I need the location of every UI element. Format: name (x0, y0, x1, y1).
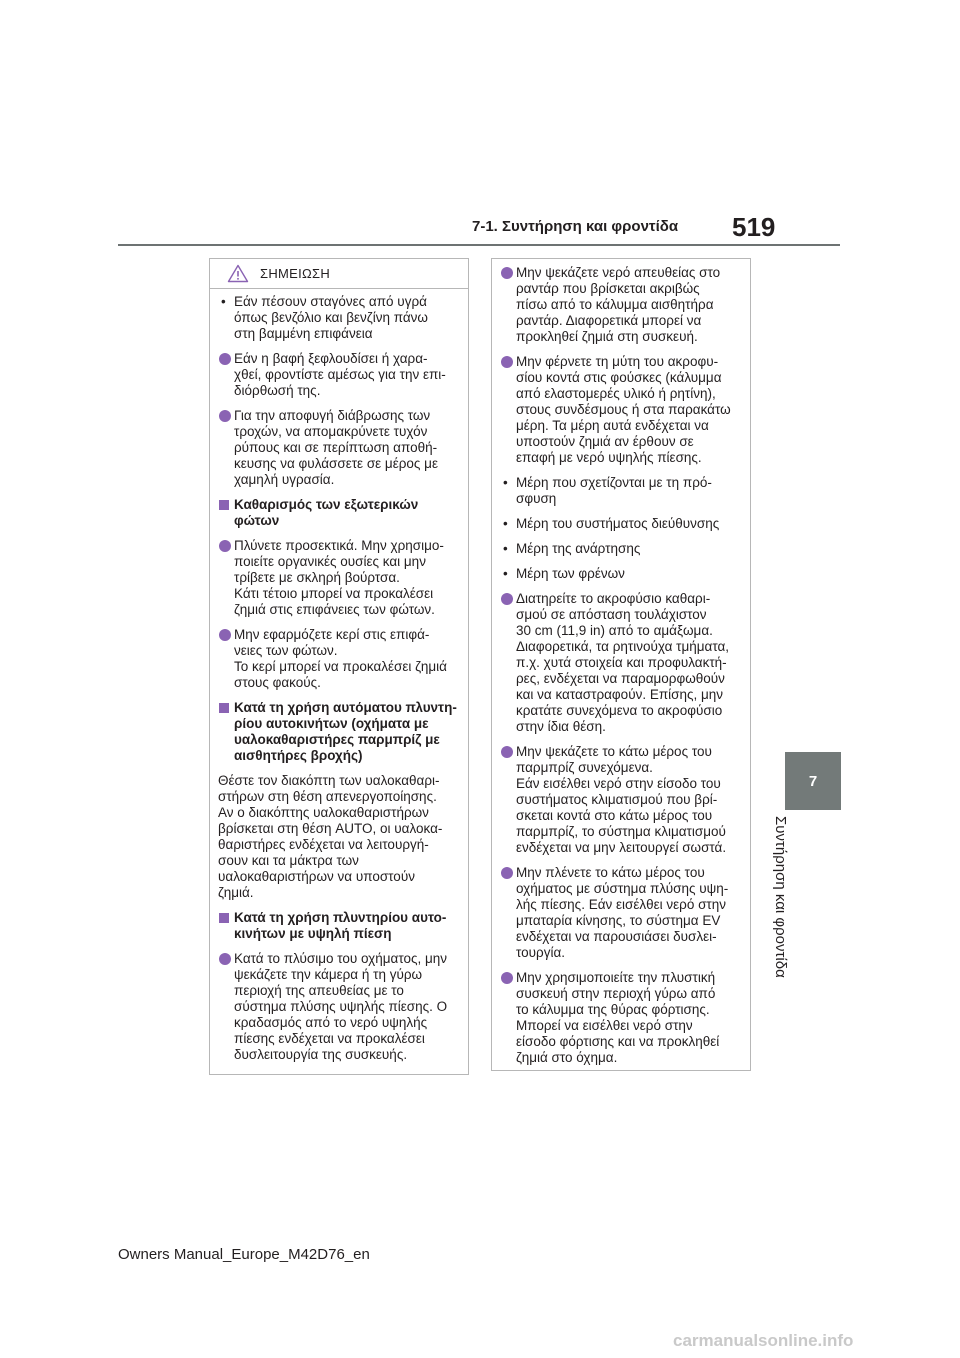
text-line: σφυση (516, 491, 557, 506)
paragraph (218, 773, 460, 901)
chapter-tab-label: Συντήρηση και φροντίδα (772, 816, 789, 978)
list-item (500, 516, 742, 532)
text-line: π.χ. χυτά στοιχεία και προφυλακτή- (516, 655, 727, 670)
text-line: Κάτι τέτοιο μπορεί να προκαλέσει (234, 586, 434, 601)
list-item (500, 591, 742, 735)
bullet-dot-icon (219, 540, 231, 552)
text-line: σύστημα πλύσης υψηλής πίεσης. Ο (234, 999, 448, 1014)
list-item (500, 970, 742, 1066)
text-line: στη βαμμένη επιφάνεια (234, 326, 373, 341)
text-line: από ελαστομερές υλικό ή ρητίνη), (516, 386, 716, 401)
text-line: σουν και τα μάκτρα των (218, 853, 359, 868)
warning-triangle-icon (227, 264, 249, 283)
chapter-tab[interactable] (785, 752, 841, 810)
bullet-dot-icon (219, 410, 231, 422)
text-line: Κατά το πλύσιμο του οχήματος, μην (234, 951, 448, 966)
text-line: πίσω από το κάλυμμα αισθητήρα (516, 297, 714, 312)
text-line: δυσλειτουργία της συσκευής. (234, 1047, 408, 1062)
text-line: χαμηλή υγρασία. (234, 472, 335, 487)
text-line: μπαταρία κίνησης, το σύστημα EV (516, 913, 721, 928)
text-line: ρίου αυτοκινήτων (οχήματα με (234, 716, 429, 731)
text-line: χθεί, φροντίστε αμέσως για την επι- (234, 367, 446, 382)
square-marker-icon (219, 500, 229, 510)
text-line: Μέρη του συστήματος διεύθυνσης (516, 516, 720, 531)
text-line: πίεσης ενδέχεται να προκαλέσει (234, 1031, 425, 1046)
text-line: το κάλυμμα της θύρας φόρτισης. (516, 1002, 710, 1017)
text-line: ζημιά. (218, 885, 254, 900)
footer-text: Owners Manual_Europe_M42D76_en (118, 1246, 370, 1263)
bullet-dot-icon (501, 867, 513, 879)
list-item (218, 408, 460, 488)
list-item (218, 627, 460, 691)
text-line: ρύπους και σε περίπτωση αποθή- (234, 440, 438, 455)
list-item (500, 265, 742, 345)
text-line: σίου κοντά στις φούσκες (κάλυμμα (516, 370, 722, 385)
text-line: Κατά τη χρήση αυτόματου πλυντη- (234, 700, 457, 715)
bullet-dot-icon (501, 356, 513, 368)
text-line: είσοδο φόρτισης και να προκληθεί (516, 1034, 720, 1049)
text-line: στους φακούς. (234, 675, 321, 690)
text-line: κευσης να φυλάσσετε σε μέρος με (234, 456, 438, 471)
list-item (500, 541, 742, 557)
bullet-icon: • (503, 475, 508, 490)
text-line: κραδασμός από το νερό υψηλής (234, 1015, 428, 1030)
text-line: τουργία. (516, 945, 566, 960)
text-line: κινήτων με υψηλή πίεση (234, 926, 392, 941)
text-line: Εάν πέσουν σταγόνες από υγρά (234, 294, 427, 309)
text-line: συσκευή στην περιοχή γύρω από (516, 986, 716, 1001)
text-line: περιοχή της απευθείας με το (234, 983, 404, 998)
text-line: Μην χρησιμοποιείτε την πλυστική (516, 970, 716, 985)
text-line: Μην ψεκάζετε το κάτω μέρος του (516, 744, 712, 759)
bullet-dot-icon (219, 629, 231, 641)
text-line: τρίβετε με σκληρή βούρτσα. (234, 570, 400, 585)
text-line: αισθητήρες βροχής) (234, 748, 363, 763)
text-line: βρίσκεται στη θέση AUTO, οι υαλοκα- (218, 821, 443, 836)
section-heading (218, 497, 460, 529)
text-line: Διατηρείτε το ακροφύσιο καθαρι- (516, 591, 711, 606)
list-item (500, 865, 742, 961)
text-line: ραντάρ. Διαφορετικά μπορεί να (516, 313, 702, 328)
text-line: Θέστε τον διακόπτη των υαλοκαθαρι- (218, 773, 440, 788)
header-rule (118, 244, 840, 246)
text-line: υαλοκαθαριστήρες παρμπρίζ με (234, 732, 440, 747)
text-line: στήρων στη θέση απενεργοποίησης. (218, 789, 437, 804)
bullet-dot-icon (219, 953, 231, 965)
bullet-icon: • (503, 541, 508, 556)
notice-right-content (492, 259, 750, 1066)
text-line: θαριστήρες ενδέχεται να λειτουργή- (218, 837, 429, 852)
text-line: ενδέχεται να μην λειτουργεί σωστά. (516, 840, 727, 855)
list-item (218, 351, 460, 399)
text-line: κρατάτε συνεχόμενα το ακροφύσιο (516, 703, 723, 718)
text-line: διόρθωσή της. (234, 383, 321, 398)
text-line: ζημιά στις επιφάνειες των φώτων. (234, 602, 435, 617)
notice-box (209, 258, 469, 1075)
list-item (500, 566, 742, 582)
text-line: Μέρη των φρένων (516, 566, 625, 581)
chapter-number: 7 (808, 772, 818, 790)
text-line: ποιείτε οργανικές ουσίες και μην (234, 554, 426, 569)
text-line: Διαφορετικά, τα ρητινούχα τμήματα, (516, 639, 730, 654)
text-line: σμού σε απόσταση τουλάχιστον (516, 607, 707, 622)
text-line: Μην πλένετε το κάτω μέρος του (516, 865, 705, 880)
text-line: οχήματος με σύστημα πλύσης υψη- (516, 881, 729, 896)
text-line: Πλύνετε προσεκτικά. Μην χρησιμο- (234, 538, 444, 553)
bullet-dot-icon (501, 267, 513, 279)
notice-left-content (210, 289, 468, 1063)
bullet-icon: • (503, 516, 508, 531)
list-item (500, 744, 742, 856)
notice-box-continued (491, 258, 751, 1071)
section-title: 7-1. Συντήρηση και φροντίδα (472, 218, 679, 235)
text-line: ενδέχεται να παρουσιάσει δυσλει- (516, 929, 717, 944)
text-line: παρμπρίζ, το σύστημα κλιματισμού (516, 824, 726, 839)
text-line: νειες των φώτων. (234, 643, 338, 658)
text-line: ζημιά στο όχημα. (516, 1050, 618, 1065)
text-line: μέρη. Τα μέρη αυτά ενδέχεται να (516, 418, 709, 433)
list-item (218, 538, 460, 618)
text-line: Εάν η βαφή ξεφλουδίσει ή χαρα- (234, 351, 428, 366)
text-line: στους συνδέσμους ή στα παρακάτω (516, 402, 731, 417)
text-line: και να καταστραφούν. Επίσης, μην (516, 687, 724, 702)
text-line: Μην ψεκάζετε νερό απευθείας στο (516, 265, 721, 280)
text-line: φώτων (234, 513, 280, 528)
bullet-icon: • (221, 294, 226, 309)
text-line: Το κερί μπορεί να προκαλέσει ζημιά (234, 659, 447, 674)
text-line: Κατά τη χρήση πλυντηρίου αυτο- (234, 910, 447, 925)
text-line: Μην εφαρμόζετε κερί στις επιφά- (234, 627, 430, 642)
text-line: Μέρη της ανάρτησης (516, 541, 641, 556)
notice-header (210, 259, 468, 289)
text-line: συστήματος κλιματισμού που βρί- (516, 792, 718, 807)
text-line: λής πίεσης. Εάν εισέλθει νερό στην (516, 897, 727, 912)
text-line: ρες, ενδέχεται να παραμορφωθούν (516, 671, 725, 686)
text-line: στην ίδια θέση. (516, 719, 606, 734)
list-item (500, 354, 742, 466)
text-line: ραντάρ που βρίσκεται ακριβώς (516, 281, 700, 296)
text-line: Για την αποφυγή διάβρωσης των (234, 408, 431, 423)
text-line: υποστούν ζημιά αν έρθουν σε (516, 434, 694, 449)
text-line: επαφή με νερό υψηλής πίεσης. (516, 450, 702, 465)
notice-title: ΣΗΜΕΙΩΣΗ (260, 266, 331, 281)
section-heading (218, 700, 460, 764)
list-item (218, 294, 460, 342)
text-line: 30 cm (11,9 in) από το αμάξωμα. (516, 623, 713, 638)
text-line: προκληθεί ζημιά στη συσκευή. (516, 329, 698, 344)
bullet-dot-icon (501, 593, 513, 605)
list-item (500, 475, 742, 507)
text-line: Καθαρισμός των εξωτερικών (234, 497, 419, 512)
text-line: τροχών, να απομακρύνετε τυχόν (234, 424, 428, 439)
text-line: Αν ο διακόπτης υαλοκαθαριστήρων (218, 805, 429, 820)
bullet-dot-icon (501, 972, 513, 984)
text-line: ψεκάζετε την κάμερα ή τη γύρω (234, 967, 423, 982)
list-item (218, 951, 460, 1063)
text-line: Εάν εισέλθει νερό στην είσοδο του (516, 776, 721, 791)
bullet-icon: • (503, 566, 508, 581)
section-heading (218, 910, 460, 942)
text-line: Μέρη που σχετίζονται με τη πρό- (516, 475, 712, 490)
text-line: σκεται κοντά στο κάτω μέρος του (516, 808, 713, 823)
square-marker-icon (219, 703, 229, 713)
square-marker-icon (219, 913, 229, 923)
bullet-dot-icon (501, 746, 513, 758)
page-number: 519 (732, 212, 776, 242)
text-line: όπως βενζόλιο και βενζίνη πάνω (234, 310, 428, 325)
text-line: Μπορεί να εισέλθει νερό στην (516, 1018, 693, 1033)
watermark: carmanualsonline.info (673, 1331, 854, 1350)
bullet-dot-icon (219, 353, 231, 365)
text-line: υαλοκαθαριστήρων να υποστούν (218, 869, 415, 884)
text-line: Μην φέρνετε τη μύτη του ακροφυ- (516, 354, 719, 369)
text-line: παρμπρίζ συνεχόμενα. (516, 760, 653, 775)
